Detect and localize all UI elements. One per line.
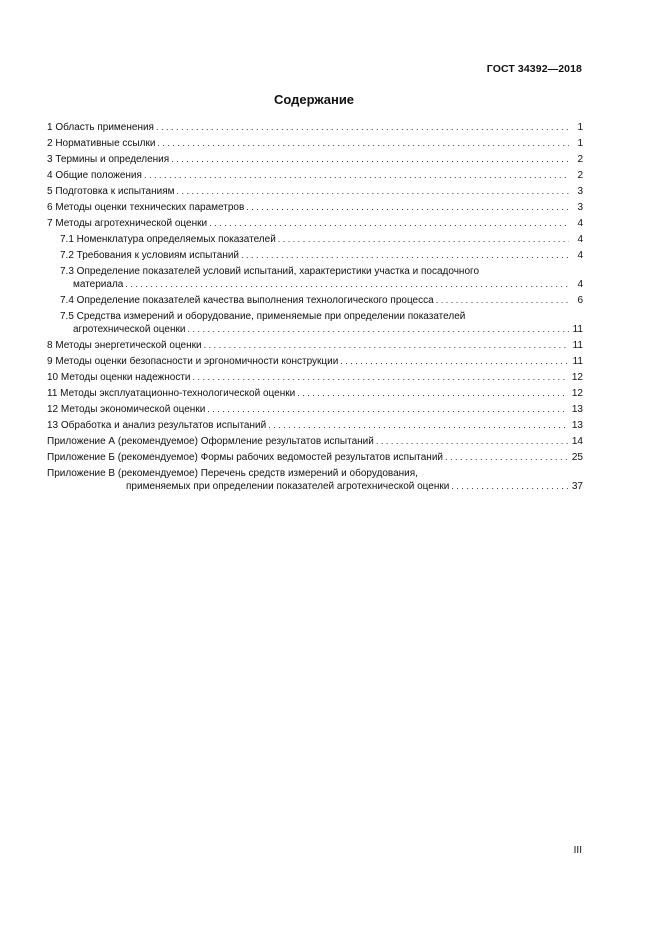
toc-leader-dots xyxy=(241,249,569,262)
toc-leader-dots xyxy=(445,451,568,464)
toc-leader-dots xyxy=(436,294,569,307)
toc-appendix-entry[interactable] xyxy=(47,435,583,451)
document-code: ГОСТ 34392—2018 xyxy=(486,63,582,75)
toc-entry-page: 13 xyxy=(571,404,583,415)
toc-entry-title-continued: применяемых при определении показателей агротехнической оценки xyxy=(126,481,450,492)
toc-entry-page: 25 xyxy=(571,452,583,463)
toc-entry[interactable] xyxy=(47,169,583,185)
toc-appendix-entry[interactable] xyxy=(47,467,583,496)
toc-entry-page: 37 xyxy=(571,481,583,492)
toc-entry-title: 4 Общие положения xyxy=(47,170,142,181)
toc-entry-page: 1 xyxy=(577,138,583,149)
toc-entry-title: 9 Методы оценки безопасности и эргономичности конструкции xyxy=(47,356,339,367)
toc-entry-title: 11 Методы эксплуатационно-технологической оценки xyxy=(47,388,296,399)
toc-entry-title: 7.2 Требования к условиям испытаний xyxy=(60,250,240,261)
toc-entry-title: 7.5 Средства измерений и оборудование, применяемые при определении показателей xyxy=(60,311,466,322)
toc-leader-dots xyxy=(209,217,569,230)
toc-entry-page: 11 xyxy=(572,324,583,335)
toc-entry-title: 5 Подготовка к испытаниям xyxy=(47,186,175,197)
toc-entry[interactable] xyxy=(47,419,583,435)
toc-entry-title: 13 Обработка и анализ результатов испытаний xyxy=(47,420,267,431)
toc-leader-dots xyxy=(144,169,569,182)
toc-leader-dots xyxy=(157,137,569,150)
toc-entry-title: 6 Методы оценки технических параметров xyxy=(47,202,245,213)
toc-entry[interactable] xyxy=(47,121,583,137)
toc-entry[interactable] xyxy=(47,217,583,233)
toc-entry-title: 8 Методы энергетической оценки xyxy=(47,340,202,351)
toc-entry-title: 10 Методы оценки надежности xyxy=(47,372,191,383)
toc-entry-page: 4 xyxy=(577,218,583,229)
toc-entry-page: 14 xyxy=(571,436,583,447)
toc-entry-page: 4 xyxy=(577,250,583,261)
toc-entry-title: 7.1 Номенклатура определяемых показателей xyxy=(60,234,276,245)
toc-leader-dots xyxy=(297,387,568,400)
toc-entry-title: 1 Область применения xyxy=(47,122,154,133)
toc-entry-title-continued: материала xyxy=(73,279,124,290)
toc-entry-page: 2 xyxy=(577,170,583,181)
toc-entry-title: Приложение В (рекомендуемое) Перечень средств измерений и оборудования, xyxy=(47,468,418,479)
toc-entry[interactable] xyxy=(47,355,583,371)
toc-entry[interactable] xyxy=(47,201,583,217)
toc-entry-page: 12 xyxy=(571,388,583,399)
toc-subentry[interactable] xyxy=(47,310,583,339)
toc-entry[interactable] xyxy=(47,371,583,387)
toc-entry-title: Приложение Б (рекомендуемое) Формы рабочих ведомостей результатов испытаний xyxy=(47,452,443,463)
toc-leader-dots xyxy=(340,355,568,368)
toc-entry-title: 7.4 Определение показателей качества выполнения технологического процесса xyxy=(60,295,434,306)
toc-leader-dots xyxy=(246,201,569,214)
toc-entry[interactable] xyxy=(47,137,583,153)
toc-leader-dots xyxy=(278,233,569,246)
toc-entry-title-continued: агротехнической оценки xyxy=(73,324,186,335)
toc-entry[interactable] xyxy=(47,387,583,403)
toc-entry-page: 4 xyxy=(577,279,583,290)
toc-subentry[interactable] xyxy=(47,249,583,265)
toc-appendix-entry[interactable] xyxy=(47,451,583,467)
toc-entry-page: 6 xyxy=(577,295,583,306)
toc-entry-title: 12 Методы экономической оценки xyxy=(47,404,206,415)
toc-entry-page: 3 xyxy=(577,186,583,197)
toc-entry-page: 4 xyxy=(577,234,583,245)
page-number: III xyxy=(573,845,582,856)
table-of-contents xyxy=(47,121,583,496)
toc-entry-title: 7.3 Определение показателей условий испытаний, характеристики участка и посадочного xyxy=(60,266,480,277)
toc-title: Содержание xyxy=(273,92,355,107)
toc-leader-dots xyxy=(193,371,568,384)
toc-leader-dots xyxy=(125,278,569,291)
toc-leader-dots xyxy=(156,121,569,134)
toc-entry[interactable] xyxy=(47,339,583,355)
toc-entry-title: Приложение А (рекомендуемое) Оформление результатов испытаний xyxy=(47,436,374,447)
toc-leader-dots xyxy=(207,403,568,416)
toc-entry[interactable] xyxy=(47,153,583,169)
toc-leader-dots xyxy=(451,480,568,493)
toc-entry-page: 12 xyxy=(571,372,583,383)
toc-leader-dots xyxy=(187,323,568,336)
toc-entry-title: 7 Методы агротехнической оценки xyxy=(47,218,208,229)
toc-subentry[interactable] xyxy=(47,265,583,294)
toc-subentry[interactable] xyxy=(47,233,583,249)
toc-entry-title: 3 Термины и определения xyxy=(47,154,170,165)
toc-entry-title: 2 Нормативные ссылки xyxy=(47,138,156,149)
toc-leader-dots xyxy=(268,419,568,432)
toc-leader-dots xyxy=(204,339,569,352)
toc-entry-page: 2 xyxy=(577,154,583,165)
toc-entry-page: 3 xyxy=(577,202,583,213)
toc-entry[interactable] xyxy=(47,185,583,201)
toc-subentry[interactable] xyxy=(47,294,583,310)
toc-entry[interactable] xyxy=(47,403,583,419)
toc-entry-page: 1 xyxy=(577,122,583,133)
toc-entry-page: 11 xyxy=(572,340,583,351)
toc-leader-dots xyxy=(171,153,569,166)
toc-entry-page: 11 xyxy=(572,356,583,367)
toc-leader-dots xyxy=(177,185,569,198)
toc-entry-page: 13 xyxy=(571,420,583,431)
toc-leader-dots xyxy=(376,435,568,448)
